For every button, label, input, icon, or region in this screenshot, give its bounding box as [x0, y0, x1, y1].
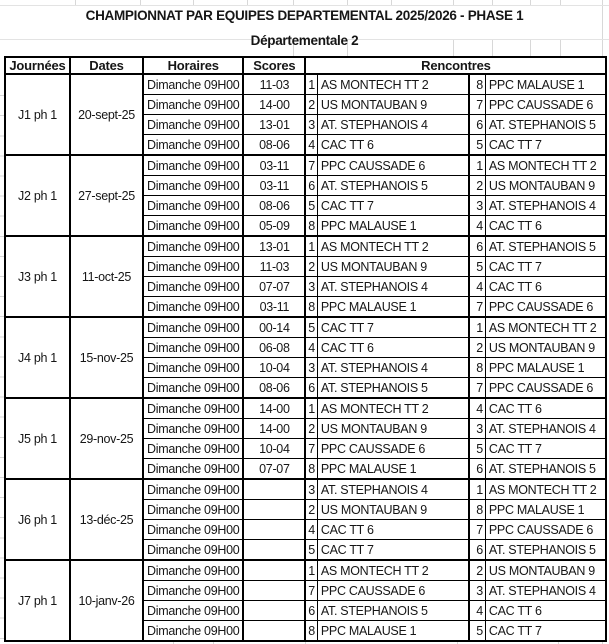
home-team-cell[interactable]: CAC TT 7: [317, 317, 469, 338]
home-team-cell[interactable]: CAC TT 7: [317, 540, 469, 561]
away-team-cell[interactable]: CAC TT 7: [485, 135, 606, 156]
horaire-cell[interactable]: Dimanche 09H00: [143, 560, 243, 581]
header-row: [5, 57, 606, 74]
home-number-cell[interactable]: 7: [305, 581, 317, 601]
score-cell[interactable]: 11-03: [243, 257, 305, 277]
score-cell[interactable]: [243, 520, 305, 540]
journee-cell[interactable]: J4 ph 1: [5, 317, 70, 398]
date-cell[interactable]: 20-sept-25: [70, 74, 143, 155]
away-number-cell[interactable]: 6: [469, 236, 485, 257]
score-cell[interactable]: 14-00: [243, 419, 305, 439]
away-number-cell[interactable]: 2: [469, 176, 485, 196]
away-team-cell[interactable]: CAC TT 7: [485, 621, 606, 642]
away-number-cell[interactable]: 6: [469, 115, 485, 135]
home-team-cell[interactable]: AT. STEPHANOIS 5: [317, 601, 469, 621]
score-cell[interactable]: 14-00: [243, 95, 305, 115]
date-cell[interactable]: 29-nov-25: [70, 398, 143, 479]
away-number-cell[interactable]: 3: [469, 581, 485, 601]
home-number-cell[interactable]: 8: [305, 297, 317, 318]
horaire-cell[interactable]: Dimanche 09H00: [143, 338, 243, 358]
home-team-cell[interactable]: US MONTAUBAN 9: [317, 95, 469, 115]
horaire-cell[interactable]: Dimanche 09H00: [143, 378, 243, 399]
away-team-cell[interactable]: CAC TT 6: [485, 216, 606, 237]
home-team-cell[interactable]: CAC TT 6: [317, 135, 469, 156]
away-team-cell[interactable]: AS MONTECH TT 2: [485, 317, 606, 338]
date-cell[interactable]: 27-sept-25: [70, 155, 143, 236]
home-team-cell[interactable]: AT. STEPHANOIS 4: [317, 479, 469, 500]
horaire-cell[interactable]: Dimanche 09H00: [143, 398, 243, 419]
away-number-cell[interactable]: 3: [469, 419, 485, 439]
home-team-cell[interactable]: PPC MALAUSE 1: [317, 216, 469, 237]
away-team-cell[interactable]: AT. STEPHANOIS 4: [485, 196, 606, 216]
away-team-cell[interactable]: PPC CAUSSADE 6: [485, 378, 606, 399]
horaire-cell[interactable]: Dimanche 09H00: [143, 196, 243, 216]
date-cell[interactable]: 10-janv-26: [70, 560, 143, 641]
home-number-cell[interactable]: 3: [305, 115, 317, 135]
score-cell[interactable]: 08-06: [243, 378, 305, 399]
away-team-cell[interactable]: CAC TT 6: [485, 398, 606, 419]
away-team-cell[interactable]: AS MONTECH TT 2: [485, 479, 606, 500]
away-number-cell[interactable]: 1: [469, 317, 485, 338]
home-number-cell[interactable]: 6: [305, 176, 317, 196]
away-number-cell[interactable]: 5: [469, 621, 485, 642]
home-number-cell[interactable]: 3: [305, 277, 317, 297]
horaire-cell[interactable]: Dimanche 09H00: [143, 277, 243, 297]
away-number-cell[interactable]: 7: [469, 297, 485, 318]
score-cell[interactable]: 08-06: [243, 135, 305, 156]
away-number-cell[interactable]: 3: [469, 196, 485, 216]
horaire-cell[interactable]: Dimanche 09H00: [143, 317, 243, 338]
score-cell[interactable]: [243, 581, 305, 601]
home-team-cell[interactable]: AT. STEPHANOIS 5: [317, 378, 469, 399]
date-cell[interactable]: 13-déc-25: [70, 479, 143, 560]
home-number-cell[interactable]: 4: [305, 520, 317, 540]
col-header-horaires[interactable]: Horaires: [143, 57, 243, 74]
horaire-cell[interactable]: Dimanche 09H00: [143, 155, 243, 176]
home-number-cell[interactable]: 4: [305, 338, 317, 358]
horaire-cell[interactable]: Dimanche 09H00: [143, 601, 243, 621]
score-cell[interactable]: 14-00: [243, 398, 305, 419]
away-team-cell[interactable]: AT. STEPHANOIS 5: [485, 459, 606, 480]
match-row: [5, 317, 606, 338]
horaire-cell[interactable]: Dimanche 09H00: [143, 115, 243, 135]
home-team-cell[interactable]: PPC MALAUSE 1: [317, 459, 469, 480]
horaire-cell[interactable]: Dimanche 09H00: [143, 439, 243, 459]
schedule-table: [4, 56, 607, 642]
match-row: [5, 479, 606, 500]
away-number-cell[interactable]: 2: [469, 560, 485, 581]
home-number-cell[interactable]: 1: [305, 236, 317, 257]
away-number-cell[interactable]: 8: [469, 500, 485, 520]
away-team-cell[interactable]: AT. STEPHANOIS 4: [485, 419, 606, 439]
away-team-cell[interactable]: CAC TT 7: [485, 439, 606, 459]
away-number-cell[interactable]: 5: [469, 135, 485, 156]
home-team-cell[interactable]: AT. STEPHANOIS 5: [317, 176, 469, 196]
home-team-cell[interactable]: CAC TT 6: [317, 520, 469, 540]
col-header-journees[interactable]: Journées: [5, 57, 70, 74]
away-number-cell[interactable]: 6: [469, 540, 485, 561]
home-team-cell[interactable]: AS MONTECH TT 2: [317, 560, 469, 581]
horaire-cell[interactable]: Dimanche 09H00: [143, 236, 243, 257]
horaire-cell[interactable]: Dimanche 09H00: [143, 297, 243, 318]
away-team-cell[interactable]: CAC TT 6: [485, 277, 606, 297]
away-team-cell[interactable]: AT. STEPHANOIS 5: [485, 540, 606, 561]
away-number-cell[interactable]: 2: [469, 338, 485, 358]
away-team-cell[interactable]: US MONTAUBAN 9: [485, 338, 606, 358]
score-cell[interactable]: 11-03: [243, 74, 305, 95]
journee-cell[interactable]: J1 ph 1: [5, 74, 70, 155]
home-number-cell[interactable]: 7: [305, 439, 317, 459]
home-team-cell[interactable]: PPC CAUSSADE 6: [317, 581, 469, 601]
home-team-cell[interactable]: AS MONTECH TT 2: [317, 74, 469, 95]
journee-cell[interactable]: J3 ph 1: [5, 236, 70, 317]
sheet-title: CHAMPIONNAT PAR EQUIPES DEPARTEMENTAL 2025/2026 - PHASE 1: [85, 8, 524, 23]
score-cell[interactable]: 08-06: [243, 196, 305, 216]
match-row: [5, 236, 606, 257]
col-header-scores[interactable]: Scores: [243, 57, 305, 74]
horaire-cell[interactable]: Dimanche 09H00: [143, 358, 243, 378]
home-number-cell[interactable]: 7: [305, 155, 317, 176]
horaire-cell[interactable]: Dimanche 09H00: [143, 95, 243, 115]
away-number-cell[interactable]: 8: [469, 74, 485, 95]
away-team-cell[interactable]: PPC MALAUSE 1: [485, 358, 606, 378]
horaire-cell[interactable]: Dimanche 09H00: [143, 74, 243, 95]
away-team-cell[interactable]: AT. STEPHANOIS 4: [485, 581, 606, 601]
home-number-cell[interactable]: 5: [305, 317, 317, 338]
away-team-cell[interactable]: CAC TT 6: [485, 601, 606, 621]
home-team-cell[interactable]: AS MONTECH TT 2: [317, 236, 469, 257]
horaire-cell[interactable]: Dimanche 09H00: [143, 621, 243, 642]
score-cell[interactable]: 10-04: [243, 358, 305, 378]
horaire-cell[interactable]: Dimanche 09H00: [143, 176, 243, 196]
away-team-cell[interactable]: US MONTAUBAN 9: [485, 560, 606, 581]
score-cell[interactable]: [243, 621, 305, 642]
score-cell[interactable]: 05-09: [243, 216, 305, 237]
away-number-cell[interactable]: 4: [469, 216, 485, 237]
away-number-cell[interactable]: 4: [469, 398, 485, 419]
col-header-rencontres[interactable]: Rencontres: [305, 57, 606, 74]
home-number-cell[interactable]: 1: [305, 398, 317, 419]
away-team-cell[interactable]: PPC MALAUSE 1: [485, 74, 606, 95]
match-row: [5, 560, 606, 581]
home-team-cell[interactable]: US MONTAUBAN 9: [317, 257, 469, 277]
score-cell[interactable]: 03-11: [243, 155, 305, 176]
away-team-cell[interactable]: US MONTAUBAN 9: [485, 176, 606, 196]
score-cell[interactable]: 03-11: [243, 297, 305, 318]
away-number-cell[interactable]: 4: [469, 601, 485, 621]
score-cell[interactable]: [243, 540, 305, 561]
horaire-cell[interactable]: Dimanche 09H00: [143, 500, 243, 520]
away-number-cell[interactable]: 4: [469, 277, 485, 297]
away-number-cell[interactable]: 1: [469, 479, 485, 500]
away-number-cell[interactable]: 6: [469, 459, 485, 480]
home-number-cell[interactable]: 8: [305, 621, 317, 642]
home-number-cell[interactable]: 3: [305, 358, 317, 378]
away-team-cell[interactable]: PPC MALAUSE 1: [485, 500, 606, 520]
home-team-cell[interactable]: US MONTAUBAN 9: [317, 500, 469, 520]
home-number-cell[interactable]: 2: [305, 95, 317, 115]
away-team-cell[interactable]: PPC CAUSSADE 6: [485, 297, 606, 318]
away-team-cell[interactable]: CAC TT 7: [485, 257, 606, 277]
away-team-cell[interactable]: AS MONTECH TT 2: [485, 155, 606, 176]
match-row: [5, 398, 606, 419]
home-number-cell[interactable]: 8: [305, 216, 317, 237]
home-team-cell[interactable]: PPC CAUSSADE 6: [317, 155, 469, 176]
journee-cell[interactable]: J2 ph 1: [5, 155, 70, 236]
score-cell[interactable]: 13-01: [243, 236, 305, 257]
score-cell[interactable]: 13-01: [243, 115, 305, 135]
home-number-cell[interactable]: 1: [305, 560, 317, 581]
journee-cell[interactable]: J6 ph 1: [5, 479, 70, 560]
col-header-dates[interactable]: Dates: [70, 57, 143, 74]
away-team-cell[interactable]: PPC CAUSSADE 6: [485, 520, 606, 540]
home-team-cell[interactable]: PPC MALAUSE 1: [317, 297, 469, 318]
away-number-cell[interactable]: 1: [469, 155, 485, 176]
horaire-cell[interactable]: Dimanche 09H00: [143, 216, 243, 237]
journee-cell[interactable]: J7 ph 1: [5, 560, 70, 641]
away-number-cell[interactable]: 7: [469, 95, 485, 115]
away-number-cell[interactable]: 5: [469, 257, 485, 277]
home-number-cell[interactable]: 4: [305, 135, 317, 156]
date-cell[interactable]: 11-oct-25: [70, 236, 143, 317]
home-team-cell[interactable]: PPC CAUSSADE 6: [317, 439, 469, 459]
home-team-cell[interactable]: CAC TT 7: [317, 196, 469, 216]
sheet-subtitle: Départementale 2: [250, 33, 359, 48]
score-cell[interactable]: [243, 560, 305, 581]
home-number-cell[interactable]: 2: [305, 257, 317, 277]
match-row: [5, 155, 606, 176]
home-number-cell[interactable]: 2: [305, 500, 317, 520]
score-cell[interactable]: 07-07: [243, 277, 305, 297]
home-number-cell[interactable]: 2: [305, 419, 317, 439]
away-number-cell[interactable]: 7: [469, 520, 485, 540]
away-number-cell[interactable]: 7: [469, 378, 485, 399]
away-team-cell[interactable]: AT. STEPHANOIS 5: [485, 236, 606, 257]
away-number-cell[interactable]: 8: [469, 358, 485, 378]
score-cell[interactable]: [243, 601, 305, 621]
score-cell[interactable]: 10-04: [243, 439, 305, 459]
score-cell[interactable]: 03-11: [243, 176, 305, 196]
score-cell[interactable]: 06-08: [243, 338, 305, 358]
horaire-cell[interactable]: Dimanche 09H00: [143, 419, 243, 439]
date-cell[interactable]: 15-nov-25: [70, 317, 143, 398]
away-number-cell[interactable]: 5: [469, 439, 485, 459]
home-team-cell[interactable]: AT. STEPHANOIS 4: [317, 115, 469, 135]
home-team-cell[interactable]: CAC TT 6: [317, 338, 469, 358]
score-cell[interactable]: [243, 479, 305, 500]
away-team-cell[interactable]: PPC CAUSSADE 6: [485, 95, 606, 115]
home-team-cell[interactable]: US MONTAUBAN 9: [317, 419, 469, 439]
home-number-cell[interactable]: 5: [305, 196, 317, 216]
home-team-cell[interactable]: PPC MALAUSE 1: [317, 621, 469, 642]
score-cell[interactable]: [243, 500, 305, 520]
match-row: [5, 74, 606, 95]
home-team-cell[interactable]: AS MONTECH TT 2: [317, 398, 469, 419]
score-cell[interactable]: 00-14: [243, 317, 305, 338]
home-number-cell[interactable]: 1: [305, 74, 317, 95]
horaire-cell[interactable]: Dimanche 09H00: [143, 520, 243, 540]
journee-cell[interactable]: J5 ph 1: [5, 398, 70, 479]
home-number-cell[interactable]: 8: [305, 459, 317, 480]
horaire-cell[interactable]: Dimanche 09H00: [143, 257, 243, 277]
home-team-cell[interactable]: AT. STEPHANOIS 4: [317, 358, 469, 378]
horaire-cell[interactable]: Dimanche 09H00: [143, 581, 243, 601]
horaire-cell[interactable]: Dimanche 09H00: [143, 459, 243, 480]
horaire-cell[interactable]: Dimanche 09H00: [143, 479, 243, 500]
home-number-cell[interactable]: 6: [305, 601, 317, 621]
away-team-cell[interactable]: AT. STEPHANOIS 5: [485, 115, 606, 135]
home-team-cell[interactable]: AT. STEPHANOIS 4: [317, 277, 469, 297]
horaire-cell[interactable]: Dimanche 09H00: [143, 540, 243, 561]
home-number-cell[interactable]: 3: [305, 479, 317, 500]
home-number-cell[interactable]: 6: [305, 378, 317, 399]
score-cell[interactable]: 07-07: [243, 459, 305, 480]
home-number-cell[interactable]: 5: [305, 540, 317, 561]
horaire-cell[interactable]: Dimanche 09H00: [143, 135, 243, 156]
